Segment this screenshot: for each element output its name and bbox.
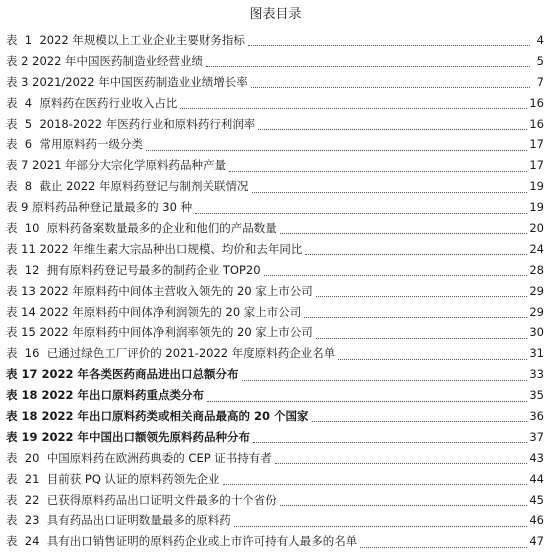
toc-entry-label: 表 7 2021 年部分大宗化学原料药品种产量 [6,158,227,173]
toc-entry-page: 30 [529,325,544,340]
toc-entry-label: 表 4 原料药在医药行业收入占比 [6,95,178,110]
toc-entry-label: 表 1 2022 年规模以上工业企业主要财务指标 [6,33,245,47]
toc-entry[interactable] [6,531,544,552]
toc-entry-label: 表 6 常用原料药一级分类 [6,137,143,152]
toc-entry-label: 表 21 目前获 PQ 认证的原料药领先企业 [6,471,220,486]
toc-entry-label: 表 9 原料药品种登记量最多的 30 种 [6,200,193,215]
toc-entry[interactable] [6,155,544,176]
toc-entry-label: 表 20 中国原料药在欧洲药典委的 CEP 证书持有者 [6,450,272,465]
toc-entry-label: 表 10 原料药备案数量最多的企业和他们的产品数量 [6,221,277,236]
toc-entry-page: 4 [536,33,544,47]
toc-dot-leader [242,379,528,381]
toc-dot-leader [234,525,528,527]
toc-entry-page: 31 [529,346,544,361]
toc-entry[interactable] [6,490,544,511]
toc-entry-page: 19 [529,179,544,194]
toc-entry[interactable] [6,134,544,155]
toc-entry[interactable] [6,469,544,490]
toc-entry-label: 表 8 截止 2022 年原料药登记与制剂关联情况 [6,179,249,194]
toc-entry-label: 表 17 2022 年各类医药商品进出口总额分布 [6,367,239,382]
toc-entry-label: 表 18 2022 年出口原料药重点类分布 [6,388,205,403]
toc-entry-page: 35 [529,388,544,403]
toc-entry-page: 5 [536,53,544,68]
toc-dot-leader [360,546,527,548]
toc-entry-page: 7 [536,74,544,89]
toc-entry[interactable] [6,427,544,448]
toc-dot-leader [248,44,530,46]
toc-dot-leader [180,107,527,109]
toc-entry-label: 表 19 2022 年中国出口额领先原料药品种分布 [6,429,251,444]
toc-entry-page: 17 [529,137,544,152]
toc-entry[interactable] [6,30,544,51]
toc-dot-leader [312,420,528,422]
toc-entry-page: 43 [529,450,544,465]
toc-entry[interactable] [6,239,544,260]
toc-dot-leader [251,86,530,88]
toc-entry-label: 表 2 2022 年中国医药制造业经营业绩 [6,53,204,68]
toc-entry[interactable] [6,176,544,197]
toc-entry-page: 29 [529,283,544,298]
toc-dot-leader [338,358,527,360]
toc-entry-label: 表 3 2021/2022 年中国医药制造业业绩增长率 [6,74,248,89]
toc-entry[interactable] [6,406,544,427]
toc-entry[interactable] [6,364,544,385]
toc-entry-label: 表 24 具有出口销售证明的原料药企业或上市许可持有人最多的名单 [6,534,358,549]
toc-entry-label: 表 22 已获得原料药品出口证明文件最多的十个省份 [6,492,277,507]
toc-entry[interactable] [6,448,544,469]
toc-dot-leader [275,462,528,464]
toc-entry-page: 36 [529,409,544,424]
toc-entry-page: 16 [529,95,544,110]
toc-entry[interactable] [6,93,544,114]
toc-entry-page: 37 [529,429,544,444]
toc-dot-leader [252,191,528,193]
toc-entry-label: 表 14 2022 年原料药中间体净利润领先的 20 家上市公司 [6,304,302,319]
toc-list [6,30,544,552]
toc-entry-label: 表 23 具有药品出口证明数量最多的原料药 [6,513,231,528]
toc-dot-leader [280,232,528,234]
toc-dot-leader [229,170,527,172]
toc-dot-leader [304,316,527,318]
toc-entry-page: 46 [529,513,544,528]
toc-entry[interactable] [6,114,544,135]
toc-entry-label: 表 12 拥有原料药登记号最多的制药企业 TOP20 [6,262,261,277]
toc-entry-page: 16 [529,116,544,131]
toc-dot-leader [264,274,528,276]
toc-dot-leader [280,504,528,506]
toc-entry-page: 19 [529,200,544,215]
toc-dot-leader [223,483,528,485]
toc-entry-page: 44 [529,471,544,486]
toc-entry-page: 24 [529,241,544,256]
toc-dot-leader [195,212,527,214]
toc-entry[interactable] [6,218,544,239]
toc-dot-leader [206,65,530,67]
toc-entry-page: 29 [529,304,544,319]
toc-entry-label: 表 13 2022 年原料药中间体主营收入领先的 20 家上市公司 [6,283,313,298]
toc-entry-page: 20 [529,221,544,236]
toc-entry[interactable] [6,343,544,364]
toc-entry[interactable] [6,302,544,323]
toc-dot-leader [316,295,528,297]
toc-entry[interactable] [6,510,544,531]
toc-title: 图表目录 [249,7,302,22]
toc-dot-leader [316,337,528,339]
toc-entry[interactable] [6,322,544,343]
toc-entry[interactable] [6,281,544,302]
toc-entry[interactable] [6,385,544,406]
toc-entry-label: 表 15 2022 年原料药中间体净利润率领先的 20 家上市公司 [6,325,313,340]
toc-dot-leader [207,400,527,402]
toc-dot-leader [258,128,527,130]
toc-entry-page: 17 [529,158,544,173]
toc-entry-label: 表 11 2022 年维生素大宗品种出口规模、均价和去年同比 [6,241,303,256]
toc-entry-page: 47 [529,534,544,549]
toc-entry[interactable] [6,260,544,281]
toc-dot-leader [305,253,527,255]
toc-entry-page: 33 [529,367,544,382]
toc-dot-leader [146,149,527,151]
toc-entry-page: 28 [529,262,544,277]
toc-entry-label: 表 18 2022 年出口原料药类或相关商品最高的 20 个国家 [6,409,309,424]
toc-entry[interactable] [6,72,544,93]
toc-entry-page: 45 [529,492,544,507]
toc-entry-label: 表 5 2018-2022 年医药行业和原料药行利润率 [6,116,256,131]
toc-entry[interactable] [6,51,544,72]
toc-entry-label: 表 16 已通过绿色工厂评价的 2021-2022 年度原料药企业名单 [6,346,336,361]
toc-entry[interactable] [6,197,544,218]
toc-dot-leader [253,441,527,443]
